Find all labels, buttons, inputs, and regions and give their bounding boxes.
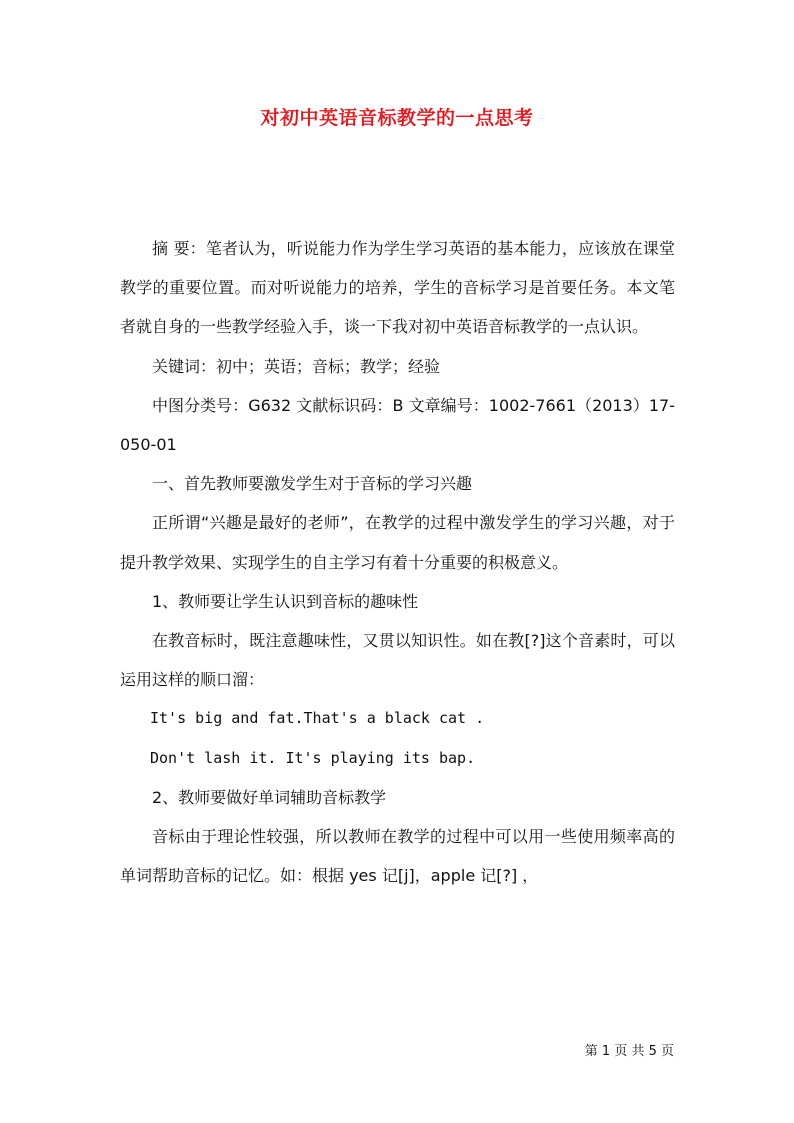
document-title: 对初中英语音标教学的一点思考 [260, 107, 534, 129]
body-paragraph: 在教音标时，既注意趣味性，又贯以知识性。如在教[?]这个音素时，可以运用这样的顺口溜： [120, 631, 675, 690]
keywords-paragraph: 关键词：初中；英语；音标；教学；经验 [152, 356, 441, 376]
subsection-heading-1: 1、教师要让学生认识到音标的趣味性 [152, 591, 419, 611]
section-heading-1: 一、首先教师要激发学生对于音标的学习兴趣 [152, 474, 473, 494]
document-body [120, 229, 675, 895]
classification-paragraph: 中图分类号：G632 文献标识码：B 文章编号：1002-7661（2013）17-050-01 [120, 395, 675, 455]
rhyme-line-1: It's big and fat.That's a black cat . [150, 709, 485, 728]
subsection-heading-2: 2、教师要做好单词辅助音标教学 [152, 787, 387, 807]
abstract-paragraph: 摘 要：笔者认为，听说能力作为学生学习英语的基本能力，应该放在课堂教学的重要位置。而对听说能力的培养，学生的音标学习是首要任务。本文笔者就自身的一些教学经验入手，谈一下我对初中英语音标教学的一点认识。 [120, 239, 675, 337]
page-number-footer: 第 1 页 共 5 页 [584, 1044, 674, 1059]
rhyme-line-2: Don't lash it. It's playing its bap. [150, 748, 476, 767]
body-paragraph: 音标由于理论性较强，所以教师在教学的过程中可以用一些使用频率高的单词帮助音标的记忆。如：根据 yes 记[j]，apple 记[?] ， [120, 827, 675, 886]
body-paragraph: 正所谓“兴趣是最好的老师”，在教学的过程中激发学生的学习兴趣，对于提升教学效果、实现学生的自主学习有着十分重要的积极意义。 [120, 513, 675, 572]
